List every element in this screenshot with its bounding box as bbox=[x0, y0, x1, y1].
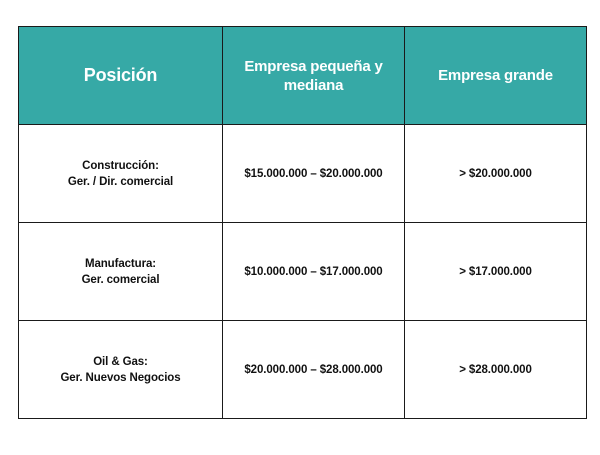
large-salary-cell: > $20.000.000 bbox=[405, 125, 587, 223]
position-sector: Manufactura: bbox=[84, 257, 156, 270]
table-row bbox=[19, 125, 587, 223]
table-row bbox=[19, 321, 587, 419]
table-row bbox=[19, 223, 587, 321]
large-salary-cell: > $17.000.000 bbox=[405, 223, 587, 321]
position-role: Ger. comercial bbox=[81, 273, 160, 286]
header-position: Posición bbox=[19, 27, 223, 125]
position-role: Ger. Nuevos Negocios bbox=[60, 371, 181, 384]
header-row bbox=[19, 27, 587, 125]
salary-table bbox=[18, 26, 587, 419]
sme-salary-cell: $20.000.000 – $28.000.000 bbox=[223, 321, 405, 419]
position-role: Ger. / Dir. comercial bbox=[67, 175, 174, 188]
position-cell bbox=[19, 223, 223, 321]
position-sector: Construcción: bbox=[82, 159, 159, 172]
header-sme: Empresa pequeña y mediana bbox=[223, 27, 405, 125]
sme-salary-cell: $10.000.000 – $17.000.000 bbox=[223, 223, 405, 321]
table-body bbox=[19, 125, 587, 419]
sme-salary-cell: $15.000.000 – $20.000.000 bbox=[223, 125, 405, 223]
position-cell bbox=[19, 321, 223, 419]
table-header bbox=[19, 27, 587, 125]
large-salary-cell: > $28.000.000 bbox=[405, 321, 587, 419]
position-sector: Oil & Gas: bbox=[93, 355, 148, 368]
position-cell bbox=[19, 125, 223, 223]
header-large: Empresa grande bbox=[405, 27, 587, 125]
